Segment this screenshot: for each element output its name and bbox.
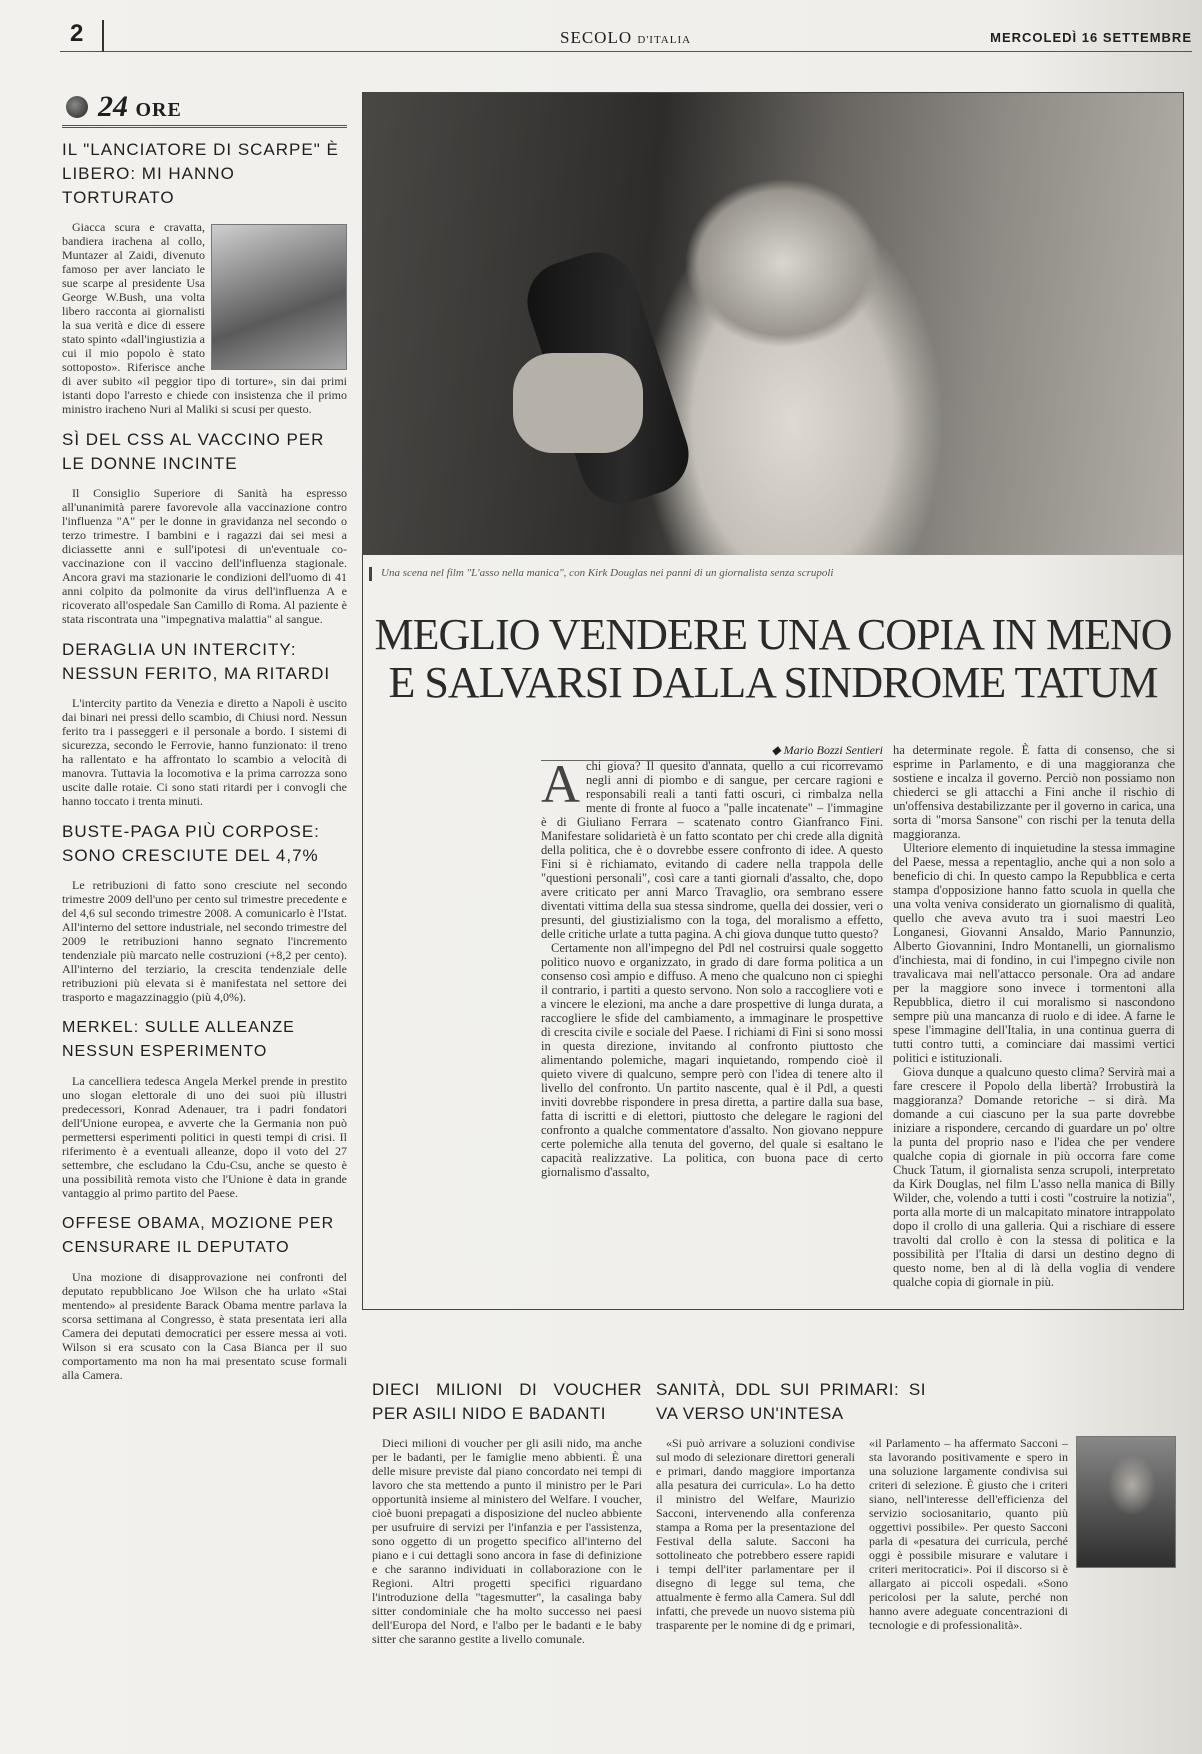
photo-caption: Una scena nel film "L'asso nella manica", con Kirk Douglas nei panni di un giornalista senza scrupoli	[381, 567, 834, 579]
globe-icon	[66, 96, 88, 118]
bottom-headline: SANITÀ, DDL SUI PRIMARI: SI VA VERSO UN'INTESA	[656, 1380, 926, 1423]
section-number: 24	[98, 90, 128, 123]
section-suffix: ORE	[135, 99, 182, 121]
bottom-article	[656, 1378, 1176, 1632]
briefs-column	[62, 92, 347, 1382]
feature-column-2	[893, 743, 1175, 1289]
feature-paragraph	[541, 754, 883, 941]
brief-headline: OFFESE OBAMA, MOZIONE PER CENSURARE IL DEPUTATO	[62, 1215, 335, 1256]
masthead-title: SECOLO	[560, 28, 633, 47]
issue-date: MERCOLEDÌ 16 SETTEMBRE	[990, 30, 1192, 45]
paragraph-text: chi giova? Il quesito d'annata, quello a cui ricorrevamo negli anni di piombo e di sangue, per cercare ragioni e responsabili reali a tanti fatti oscuri, ci rimbalza nella mente di fronte al fuoco a "palle incatenate" – l'immagine è di Giuliano Ferrara – scatenato contro Gianfranco Fini. Manifestare solidarietà è un fatto scontato per chi crede alla dignità della politica, che è o dovrebbe essere confronto di idee. A questo Fini si è richiamato, evitando di cadere nella trappola delle "questioni personali", così care a tanti giornali d'assalto, che, dopo avere criticato per anni Marco Travaglio, ora sembrano essere diventati vittima della sua stessa sindrome, quella dei dossier, veri o presunti, del giustizialismo con la toga, del moralismo a effetto, delle critiche urlate a tutta pagina. A chi giova dunque tutto questo?	[541, 759, 883, 941]
brief-headline: BUSTE-PAGA PIÙ CORPOSE: SONO CRESCIUTE DEL 4,7%	[62, 822, 320, 865]
feature-paragraph: Certamente non all'impegno del Pdl nel costruirsi quale soggetto politico nuovo e organizzato, in grado di dare forma politica a un consenso così ampio e diffuso. A meno che qualcuno non ci spieghi il contrario, i partiti a questo servono. Non solo a raccogliere voti e a vincere le elezioni, ma anche a dare prospettive di lunga durata, a raccogliere le sfide del cambiamento, a immaginare le prospettive di crescita civile e sociale del Paese. I richiami di Fini si sono mossi in questa direzione, invitando al confronto piuttosto che alimentando polemiche, magari inquietando, rompendo cioè il quieto vivere di qualcuno, sempre però con l'idea di tenere alto il livello del confronto. Un partito nascente, qual è il Pdl, a questi inviti dovrebbe rispondere in presa diretta, a partire dalla sua base, fatta di iscritti e di elettori, piuttosto che delegare le ragioni del confronto a qualche commentatore d'assalto. Non giovano neppure certe polemiche alla tenuta del governo, del quale si esaltano le capacità realizzative. La politica, con buona pace di certo giornalismo d'assalto,	[541, 941, 883, 1179]
brief-body: Giacca scura e cravatta, bandiera irachena al collo, Muntazer al Zaidi, divenuto famoso per aver lanciato le sue scarpe al presidente Usa George W.Bush, una volta libero racconta ai giornalisti la sua verità e dice di essere stato spinto «dall'ingiustizia a cui il mio popolo è stato sottoposto». Riferisce anche di aver subito «il peggior tipo di torture», sin dai primi istanti dopo l'arresto e chiede con insistenza che il primo ministro iracheno Nuri al Maliki si scusi per questo.	[62, 220, 347, 416]
film-still-photo	[363, 93, 1183, 555]
bottom-body: Dieci milioni di voucher per gli asili nido, ma anche per le badanti, per le famiglie meno abbienti. È una delle misure previste dal piano concordato nei tempi di lavoro che sta mettendo a punto il ministro per le Pari opportunità insieme al ministero del Welfare. I voucher, cioè buoni prepagati a disposizione del nucleo abbiente per usufruire di servizi per l'infanzia e per l'assistenza, sono oggetto di un progetto specifico all'interno del piano e i cui dettagli sono ancora in fase di definizione e che saranno individuati in collaborazione con le Regioni. Altri progetti specifici riguardano l'introduzione della "tagesmutter", la casalinga baby sitter condominiale che ha molto successo nei paesi dell'Europa del Nord, e l'albo per le badanti e le baby sitter che saranno gestite a livello comunale.	[372, 1436, 642, 1646]
brief-headline: MERKEL: SULLE ALLEANZE NESSUN ESPERIMENTO	[62, 1019, 295, 1060]
feature-headline	[363, 611, 1183, 707]
feature-paragraph: Giova dunque a qualcuno questo clima? Servirà mai a fare crescere il Popolo della libertà? Irrobustirà la maggioranza? Domande retoriche – si dirà. Ma domande a cui ciascuno per la sua parte dovrebbe iniziare a rispondere, cercando di guardare un po' oltre la punta del proprio naso e l'idea che per vendere qualche copia di giornale in più occorra fare come Chuck Tatum, il giornalista senza scrupoli, interpretato da Kirk Douglas, nel film L'asso nella manica di Billy Wilder, che, volendo a tutti i costi "costruire la notizia", porta alla morte di un malcapitato minatore intrappolato dopo il crollo di una galleria. Qui a rischiare di essere travolti dal crollo è con la stessa di politica e la possibilità per l'Italia di darsi un destino degno di questo nome, ben al di là della voglia di vendere qualche copia di giornale in più.	[893, 1065, 1175, 1289]
brief-body: Il Consiglio Superiore di Sanità ha espresso all'unanimità parere favorevole alla vaccinazione contro l'influenza "A" per le donne in gravidanza nel secondo o terzo trimestre. I bambini e i ragazzi dai sei mesi a diciassette anni e sull'ipotesi di un'eventuale co-vaccinazione con il vaccino dell'influenza stagionale. Ancora gravi ma stazionarie le condizioni dell'uomo di 41 anni colpito da polmonite da virus dell'influenza A e ricoverato all'ospedale San Camillo di Roma. Al paziente è stata riscontrata una "impegnativa malattia" al sangue.	[62, 486, 347, 626]
brief-body: Le retribuzioni di fatto sono cresciute nel secondo trimestre 2009 dell'uno per cento sul trimestre precedente e del 4,6 sul secondo trimestre 2008. A comunicarlo è l'Istat. All'interno del settore industriale, nel secondo trimestre del 2009 le retribuzioni hanno segnato l'incremento tendenziale più marcato nelle costruzioni (+8,2 per cento). All'interno del terziario, la crescita tendenziale delle retribuzioni più elevata si è manifestata nel settore dei trasporto e magazzinaggio (più 4,0%).	[62, 878, 347, 1004]
hand-shape	[513, 353, 643, 453]
brief-body: L'intercity partito da Venezia e diretto a Napoli è uscito dai binari nei pressi dello scambio, di Chiusi nord. Nessun ferito tra i passeggeri e il personale a bordo. I sistemi di sicurezza, secondo le Ferrovie, hanno funzionato: il treno ha rallentato e ha affrontato lo scambio a velocità di manovra. Tuttavia la locomotiva e la prima carrozza sono uscite dalle rotaie. Ci sono stati ritardi per i convogli che hanno toccato i trenta minuti.	[62, 696, 347, 808]
shoe-thrower-photo	[211, 224, 347, 370]
feature-article	[362, 92, 1184, 1310]
bottom-headline: DIECI MILIONI DI VOUCHER PER ASILI NIDO E BADANTI	[372, 1380, 642, 1423]
section-brand	[62, 92, 347, 128]
section-name	[98, 90, 182, 124]
feature-paragraph: Ulteriore elemento di inquietudine la stessa immagine del Paese, messa a repentaglio, anche qui a non solo a beneficio di chi. In questo campo la Repubblica e certa stampa d'opposizione hanno fatto scuola in quella che una volta veniva considerato un giornalismo di qualità, quello che aveva avuto tra i suoi maestri Leo Longanesi, Giovanni Ansaldo, Mario Pannunzio, Alberto Giovannini, Indro Montanelli, un giornalismo d'inchiesta, mai di fondino, in cui l'impegno civile non travalicava mai nell'attacco personale. Ora ad andare per la maggiore sono invece i tormentoni alla Repubblica, dietro il cui moralismo si nascondono sempre più una mancanza di ruolo e di idee. A farne le spese l'immagine dell'Italia, in una continua guerra di tutti contro tutti, a cominciare dai massimi vertici politici e istituzionali.	[893, 841, 1175, 1065]
headline-line-1: MEGLIO VENDERE UNA COPIA IN MENO	[374, 610, 1172, 659]
brief-headline: DERAGLIA UN INTERCITY: NESSUN FERITO, MA RITARDI	[62, 640, 331, 683]
feature-paragraph: ha determinate regole. È fatta di consenso, che si esprime in Parlamento, e di una maggioranza che sostiene e incalza il governo. Perciò non possiamo non chiederci se gli attacchi a Fini anche il rischio di un'offensiva destabilizzante per il governo in carica, una sorta di "morsa Sansone" con rischi per la tenuta della maggioranza.	[893, 743, 1175, 841]
brief-headline: SÌ DEL CSS AL VACCINO PER LE DONNE INCINTE	[62, 430, 325, 473]
brief-headline: IL "LANCIATORE DI SCARPE" È LIBERO: MI HANNO TORTURATO	[62, 140, 339, 207]
drop-cap: A	[541, 754, 580, 814]
brief-body: Una mozione di disapprovazione nei confronti del deputato repubblicano Joe Wilson che ha urlato «Stai mentendo» al presidente Barack Obama mentre parlava la scorsa settimana al Congresso, è stata presentata ieri alla Camera dei deputati democratici per essere messa ai voti. Wilson si era scusato con la Casa Bianca per il suo comportamento ma non ha mai presentato scuse formali alla Camera.	[62, 1270, 347, 1382]
headline-line-2: E SALVARSI DALLA SINDROME TATUM	[388, 658, 1158, 707]
masthead-subtitle: D'ITALIA	[637, 34, 692, 46]
byline: ◆ Mario Bozzi Sentieri	[541, 743, 883, 761]
masthead	[560, 28, 691, 48]
minister-portrait-photo	[1076, 1436, 1176, 1568]
brief-body: La cancelliera tedesca Angela Merkel prende in prestito uno slogan elettorale di uno dei suoi più illustri predecessori, Konrad Adenauer, tra i padri fondatori dell'Unione europea, e avverte che la Germania non può permettersi esperimenti politici in questi tempi di crisi. Il riferimento è a eventuali alleanze, dopo il voto del 27 settembre, che escludano la Cdu-Csu, anche se questo è una possibilità remota visto che l'Unione è data in grande vantaggio al primo partito del Paese.	[62, 1074, 347, 1200]
bottom-article	[372, 1378, 642, 1646]
page-number: 2	[70, 20, 84, 47]
feature-column-1	[541, 754, 883, 1179]
bottom-body: «Si può arrivare a soluzioni condivise sul modo di selezionare direttori generali e primari, dando maggiore importanza alla pesatura dei curricula». Lo ha detto il ministro del Welfare, Maurizio Sacconi, intervenendo alla conferenza stampa a Roma per la presentazione del Festival della salute. Sacconi ha sottolineato che potrebbero essere rapidi i tempi dell'iter parlamentare per il disegno di legge sul tema, che attualmente è fermo alla Camera. Sul ddl infatti, che prevede un nuovo sistema più trasparente per le nomine di dg e primari, «il Parlamento – ha affermato Sacconi – sta lavorando positivamente e spero in una soluzione largamente condivisa sui criteri di selezione. È giusto che i criteri siano, nell'interesse dell'efficienza del servizio sociosanitario, quanto più oggettivi possibile». Per questo Sacconi parla di «pesatura dei curricula, perché oggi è possibile misurare e valutare i criteri meritocratici». Poi il discorso si è allargato ai piccoli ospedali. «Sono pericolosi per la salute, perché non hanno avere adeguate concentrazioni di tecnologie e di professionalità».	[656, 1436, 1068, 1632]
